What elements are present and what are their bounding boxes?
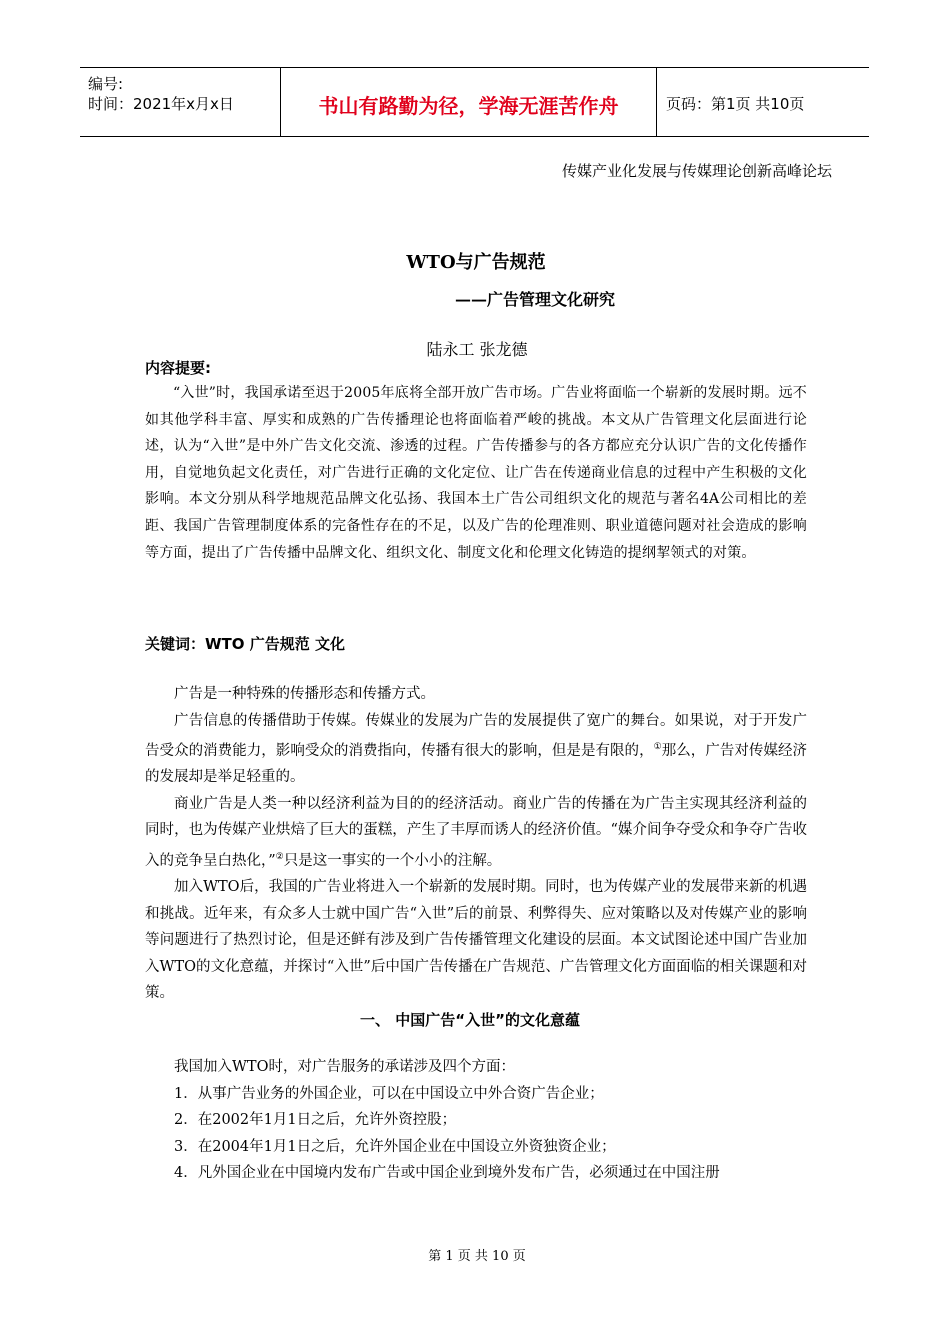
body-paragraph: 加入WTO后，我国的广告业将进入一个崭新的发展时期。同时，也为传媒产业的发展带来新的机遇和挑战。近年来，有众多人士就中国广告“入世”后的前景、利弊得失、应对策略以及对传媒产业的影响等问题进行了热烈讨论，但是还鲜有涉及到广告传播管理文化建设的层面。本文试图论述中国广告业加入WTO的文化意蕴，并探讨“入世”后中国广告传播在广告规范、广告管理文化方面面临的相关课题和对策。	[145, 879, 807, 1002]
body-paragraph: 广告是一种特殊的传播形态和传播方式。	[174, 686, 435, 702]
footnote-marker: ①	[653, 742, 662, 752]
body-text-span: 广告信息的传播借助于传媒。传媒业的发展为广告的发展提供了宽广的舞台。如果说，对于开发广告受众的消费能力，影响受众的消费指向，传播有很大的影响，但是是有限的，	[145, 712, 807, 759]
article-authors: 陆永工 张龙德	[426, 340, 528, 359]
body-text-span: 那么，广告对传媒经济的发展却是举足轻重的。	[145, 742, 808, 786]
header-page-info: 页码：第1页 共10页	[666, 95, 805, 113]
forum-name: 传媒产业化发展与传媒理论创新高峰论坛	[561, 162, 832, 180]
page-footer: 第 1 页 共 10 页	[428, 1249, 526, 1264]
abstract-paragraph: “入世”时，我国承诺至迟于2005年底将全部开放广告市场。广告业将面临一个崭新的发展时期。远不如其他学科丰富、厚实和成熟的广告传播理论也将面临着严峻的挑战。本文从广告管理文化层面进行论述，认为“入世”是中外广告文化交流、渗透的过程。广告传播参与的各方都应充分认识广告的文化传播作用，自觉地负起文化责任，对广告进行正确的文化定位、让广告在传递商业信息的过程中产生积极的文化影响。本文分别从科学地规范品牌文化弘扬、我国本土广告公司组织文化的规范与著名4A公司相比的差距、我国广告管理制度体系的完备性存在的不足，以及广告的伦理准则、职业道德问题对社会造成的影响等方面，提出了广告传播中品牌文化、组织文化、制度文化和伦理文化铸造的提纲挈领式的对策。	[145, 385, 807, 561]
header-divider	[656, 68, 657, 136]
header-meta	[88, 74, 234, 114]
article-title: WTO与广告规范	[406, 252, 546, 273]
section-heading: 一、 中国广告“入世”的文化意蕴	[360, 1011, 580, 1029]
section-body	[145, 1054, 807, 1187]
article-subtitle: ——广告管理文化研究	[455, 290, 616, 309]
list-item: 4．凡外国企业在中国境内发布广告或中国企业到境外发布广告，必须通过在中国注册	[174, 1165, 720, 1181]
number-label: 编号:	[88, 75, 124, 93]
list-item: 2．在2002年1月1日之后，允许外资控股；	[174, 1112, 457, 1128]
header-table	[80, 67, 869, 137]
body-paragraph	[145, 791, 807, 874]
body-text-span: 只是这一事实的一个小小的注解。	[283, 852, 502, 869]
abstract-text	[145, 380, 807, 566]
body-text-span: 商业广告是人类一种以经济利益为目的的经济活动。商业广告的传播在为广告主实现其经济利益的同时，也为传媒产业烘焙了巨大的蛋糕，产生了丰厚而诱人的经济价值。“媒介间争夺受众和争夺广告收入的竞争呈白热化，”	[145, 795, 807, 869]
list-item: 3．在2004年1月1日之后，允许外国企业在中国设立外资独资企业；	[174, 1138, 616, 1155]
body-paragraph	[145, 708, 807, 791]
keywords-line: 关键词：WTO 广告规范 文化	[145, 635, 345, 653]
header-motto: 书山有路勤为径，学海无涯苦作舟	[318, 94, 619, 118]
list-item: 1．从事广告业务的外国企业，可以在中国设立中外合资广告企业；	[174, 1085, 604, 1102]
abstract-label: 内容提要:	[145, 359, 211, 377]
body-text	[145, 681, 807, 1007]
footnote-marker: ②	[275, 851, 284, 862]
time-label: 时间：2021年x月x日	[88, 95, 234, 113]
section-intro: 我国加入WTO时，对广告服务的承诺涉及四个方面：	[174, 1059, 515, 1075]
